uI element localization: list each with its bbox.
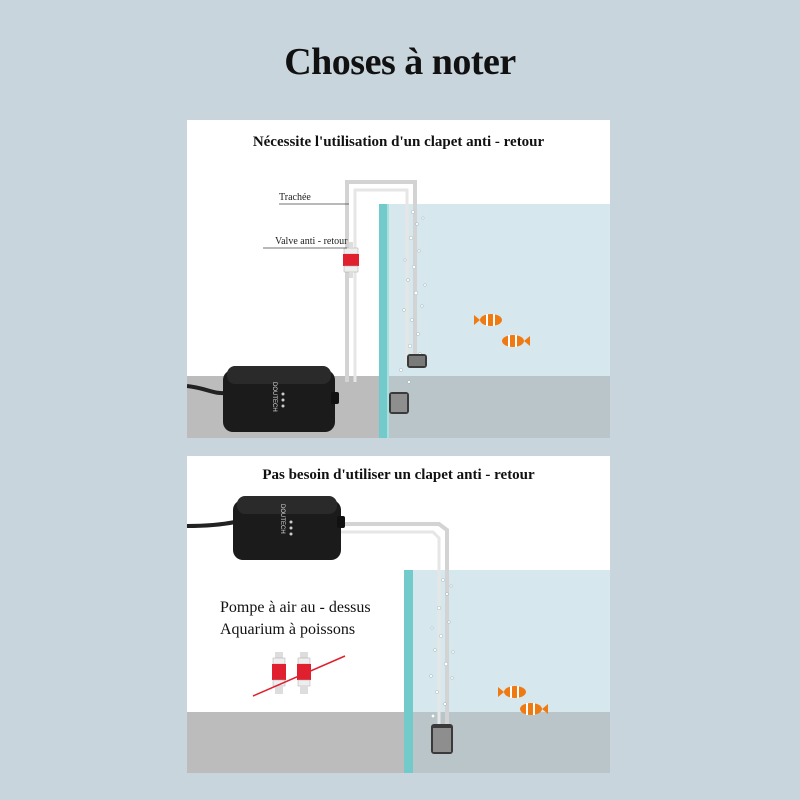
pump-position-note xyxy=(220,597,371,641)
aquarium-glass xyxy=(404,570,413,773)
air-stone-upper xyxy=(407,354,427,368)
panel-needs-check-valve xyxy=(187,120,610,438)
check-valve-label: Valve anti - retour xyxy=(275,236,348,247)
air-stone-lower xyxy=(389,392,409,414)
air-pump xyxy=(223,366,339,432)
aquarium-bottom xyxy=(387,376,610,438)
pump-position-note-line1: Pompe à air au - dessus xyxy=(220,599,371,616)
trachea-label: Trachée xyxy=(279,192,311,203)
top-scene-illustration xyxy=(187,120,610,438)
panel-top-heading: Nécessite l'utilisation d'un clapet anti - retour xyxy=(252,134,545,150)
page-title: Choses à noter xyxy=(284,41,516,83)
pump-brand-text: DOUTECH xyxy=(279,504,285,534)
air-pump xyxy=(233,496,345,560)
air-stone xyxy=(431,724,453,754)
check-valve-icon xyxy=(272,652,286,694)
pump-position-note-line2: Aquarium à poissons xyxy=(220,621,356,638)
panel-bottom-heading: Pas besoin d'utiliser un clapet anti - retour xyxy=(262,467,535,483)
floor-shadow xyxy=(187,712,410,773)
check-valve-icon xyxy=(297,652,311,694)
pump-brand-text: DOUTECH xyxy=(271,382,277,412)
pump-power-cord xyxy=(187,522,235,526)
panel-no-check-valve xyxy=(187,456,610,773)
